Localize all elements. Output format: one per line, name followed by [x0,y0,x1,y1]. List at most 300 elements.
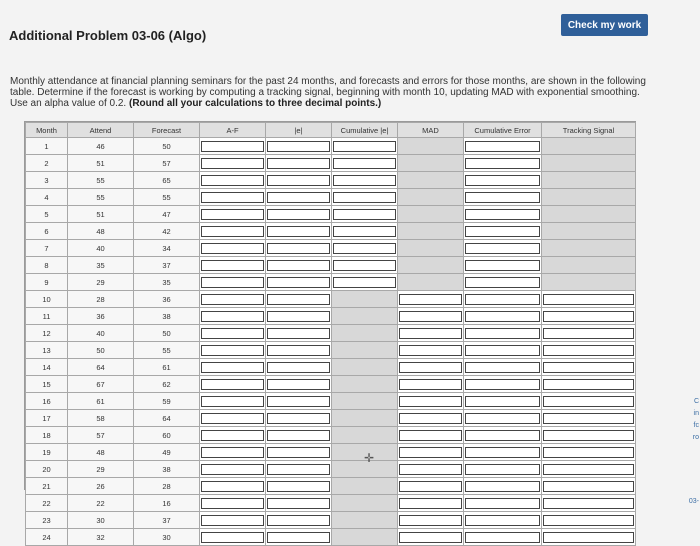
cumulative-abs-error-input[interactable] [333,175,396,186]
mad-input[interactable] [399,481,462,492]
problem-description [10,76,650,109]
plus-cursor-icon: ✛ [364,451,375,465]
cumulative-error-cell [464,495,542,512]
mad-cell [398,410,464,427]
table-cell: 10 [26,291,68,308]
cumulative-error-input[interactable] [465,464,540,475]
column-header: Attend [68,123,134,138]
abs-error-input[interactable] [267,396,330,407]
table-row [26,495,636,512]
abs-error-cell [266,393,332,410]
tracking-signal-cell [542,461,636,478]
a-minus-f-input[interactable] [201,464,264,475]
mad-input[interactable] [399,515,462,526]
abs-error-input[interactable] [267,175,330,186]
mad-input[interactable] [399,379,462,390]
table-cell: 61 [134,359,200,376]
edge-letter: 03- [688,498,699,505]
a-minus-f-input[interactable] [201,192,264,203]
mad-cell [398,461,464,478]
disabled-cell [398,223,464,240]
table-cell: 36 [134,291,200,308]
a-minus-f-cell [200,172,266,189]
mad-cell [398,291,464,308]
tracking-signal-input[interactable] [543,532,634,543]
cumulative-error-cell [464,155,542,172]
table-cell: 35 [68,257,134,274]
tracking-signal-input[interactable] [543,379,634,390]
cumulative-error-cell [464,359,542,376]
cumulative-error-cell [464,291,542,308]
table-row [26,308,636,325]
table-cell: 6 [26,223,68,240]
cumulative-error-input[interactable] [465,430,540,441]
table-row [26,155,636,172]
cumulative-error-input[interactable] [465,498,540,509]
cumulative-error-input[interactable] [465,345,540,356]
abs-error-cell [266,376,332,393]
disabled-cell [332,308,398,325]
abs-error-input[interactable] [267,192,330,203]
cumulative-error-input[interactable] [465,311,540,322]
tracking-signal-input[interactable] [543,515,634,526]
table-row [26,291,636,308]
cumulative-abs-error-input[interactable] [333,141,396,152]
table-row [26,512,636,529]
tracking-signal-cell [542,308,636,325]
a-minus-f-input[interactable] [201,328,264,339]
disabled-cell [332,495,398,512]
disabled-cell [332,291,398,308]
a-minus-f-cell [200,359,266,376]
a-minus-f-input[interactable] [201,532,264,543]
cumulative-error-cell [464,376,542,393]
table-cell: 35 [134,274,200,291]
cumulative-error-cell [464,325,542,342]
table-cell: 38 [134,461,200,478]
table-cell: 55 [68,189,134,206]
cumulative-abs-error-cell [332,274,398,291]
cumulative-error-input[interactable] [465,362,540,373]
check-my-work-button[interactable]: Check my work [561,14,648,36]
cumulative-error-input[interactable] [465,328,540,339]
table-row [26,257,636,274]
abs-error-cell [266,308,332,325]
cumulative-error-cell [464,308,542,325]
a-minus-f-input[interactable] [201,294,264,305]
table-row [26,529,636,546]
abs-error-input[interactable] [267,532,330,543]
tracking-signal-input[interactable] [543,294,634,305]
tracking-signal-cell [542,529,636,546]
table-cell: 24 [26,529,68,546]
tracking-signal-input[interactable] [543,345,634,356]
abs-error-input[interactable] [267,345,330,356]
cumulative-abs-error-cell [332,189,398,206]
tracking-signal-input[interactable] [543,447,634,458]
abs-error-input[interactable] [267,362,330,373]
abs-error-input[interactable] [267,447,330,458]
table-cell: 17 [26,410,68,427]
table-cell: 13 [26,342,68,359]
cumulative-error-input[interactable] [465,260,540,271]
mad-cell [398,376,464,393]
mad-input[interactable] [399,294,462,305]
disabled-cell [332,427,398,444]
a-minus-f-cell [200,512,266,529]
table-cell: 55 [134,342,200,359]
tracking-signal-cell [542,427,636,444]
table-row [26,172,636,189]
a-minus-f-input[interactable] [201,498,264,509]
disabled-cell [398,138,464,155]
a-minus-f-input[interactable] [201,243,264,254]
table-cell: 7 [26,240,68,257]
cumulative-error-cell [464,478,542,495]
column-header: Tracking Signal [542,123,636,138]
abs-error-input[interactable] [267,141,330,152]
mad-input[interactable] [399,396,462,407]
a-minus-f-input[interactable] [201,260,264,271]
column-header: Cumulative |e| [332,123,398,138]
a-minus-f-input[interactable] [201,379,264,390]
cumulative-error-input[interactable] [465,192,540,203]
disabled-cell [332,529,398,546]
abs-error-input[interactable] [267,379,330,390]
tracking-signal-input[interactable] [543,481,634,492]
a-minus-f-cell [200,444,266,461]
a-minus-f-input[interactable] [201,311,264,322]
cumulative-error-cell [464,206,542,223]
a-minus-f-input[interactable] [201,175,264,186]
mad-input[interactable] [399,413,462,424]
tracking-signal-cell [542,478,636,495]
table-cell: 51 [68,155,134,172]
a-minus-f-cell [200,155,266,172]
cumulative-error-cell [464,172,542,189]
cumulative-error-input[interactable] [465,396,540,407]
header-row [26,123,636,138]
table-cell: 48 [68,444,134,461]
mad-input[interactable] [399,311,462,322]
mad-cell [398,359,464,376]
table-cell: 29 [68,461,134,478]
mad-input[interactable] [399,345,462,356]
abs-error-input[interactable] [267,430,330,441]
column-header: |e| [266,123,332,138]
table-row [26,393,636,410]
a-minus-f-cell [200,461,266,478]
table-cell: 14 [26,359,68,376]
table-cell: 42 [134,223,200,240]
a-minus-f-cell [200,138,266,155]
table-cell: 1 [26,138,68,155]
tracking-signal-input[interactable] [543,396,634,407]
abs-error-cell [266,529,332,546]
abs-error-input[interactable] [267,209,330,220]
cumulative-error-input[interactable] [465,209,540,220]
cumulative-error-cell [464,529,542,546]
cumulative-abs-error-cell [332,257,398,274]
table-cell: 19 [26,444,68,461]
a-minus-f-input[interactable] [201,515,264,526]
cumulative-error-input[interactable] [465,532,540,543]
abs-error-input[interactable] [267,328,330,339]
abs-error-input[interactable] [267,413,330,424]
cumulative-error-input[interactable] [465,158,540,169]
table-cell: 3 [26,172,68,189]
abs-error-cell [266,478,332,495]
table-cell: 30 [134,529,200,546]
abs-error-cell [266,512,332,529]
abs-error-cell [266,206,332,223]
a-minus-f-input[interactable] [201,481,264,492]
a-minus-f-cell [200,478,266,495]
cumulative-error-cell [464,223,542,240]
table-cell: 50 [134,325,200,342]
tracking-signal-cell [542,359,636,376]
a-minus-f-cell [200,325,266,342]
table-cell: 23 [26,512,68,529]
disabled-cell [542,223,636,240]
table-row [26,189,636,206]
disabled-cell [398,257,464,274]
cumulative-error-input[interactable] [465,447,540,458]
cumulative-error-input[interactable] [465,413,540,424]
edge-letter: ro [692,434,699,441]
cumulative-error-input[interactable] [465,277,540,288]
cumulative-error-input[interactable] [465,141,540,152]
table-cell: 57 [134,155,200,172]
problem-text: Monthly attendance at financial planning seminars for the past 24 months, and forecasts and errors for those months, are shown in the following table. Determine if the forecast is working by computing a tracking signal, beginning with month 10, updating MAD with exponential smoothing. Use an alpha value of 0.2. [10,76,646,109]
table-cell: 48 [68,223,134,240]
cumulative-error-input[interactable] [465,379,540,390]
a-minus-f-cell [200,240,266,257]
cumulative-error-input[interactable] [465,175,540,186]
cumulative-abs-error-input[interactable] [333,277,396,288]
column-header: Month [26,123,68,138]
mad-input[interactable] [399,328,462,339]
a-minus-f-input[interactable] [201,209,264,220]
cumulative-error-cell [464,257,542,274]
a-minus-f-cell [200,308,266,325]
table-cell: 16 [26,393,68,410]
table-cell: 40 [68,240,134,257]
table-cell: 22 [26,495,68,512]
abs-error-cell [266,257,332,274]
tracking-signal-cell [542,495,636,512]
disabled-cell [542,274,636,291]
table-cell: 46 [68,138,134,155]
abs-error-cell [266,325,332,342]
cumulative-error-input[interactable] [465,243,540,254]
table-row [26,223,636,240]
cumulative-error-cell [464,444,542,461]
abs-error-input[interactable] [267,464,330,475]
a-minus-f-cell [200,376,266,393]
cumulative-abs-error-cell [332,206,398,223]
a-minus-f-cell [200,257,266,274]
disabled-cell [332,342,398,359]
table-row [26,359,636,376]
cumulative-abs-error-input[interactable] [333,226,396,237]
table-row [26,240,636,257]
a-minus-f-input[interactable] [201,447,264,458]
table-cell: 15 [26,376,68,393]
abs-error-input[interactable] [267,294,330,305]
disabled-cell [332,478,398,495]
disabled-cell [542,240,636,257]
tracking-signal-cell [542,444,636,461]
cumulative-error-input[interactable] [465,481,540,492]
a-minus-f-cell [200,274,266,291]
table-cell: 67 [68,376,134,393]
a-minus-f-input[interactable] [201,158,264,169]
table-cell: 18 [26,427,68,444]
a-minus-f-input[interactable] [201,396,264,407]
table-cell: 32 [68,529,134,546]
tracking-signal-input[interactable] [543,362,634,373]
mad-input[interactable] [399,362,462,373]
a-minus-f-input[interactable] [201,362,264,373]
mad-input[interactable] [399,430,462,441]
cumulative-error-cell [464,461,542,478]
a-minus-f-cell [200,410,266,427]
table-cell: 37 [134,512,200,529]
mad-input[interactable] [399,464,462,475]
a-minus-f-input[interactable] [201,277,264,288]
tracking-signal-input[interactable] [543,413,634,424]
abs-error-input[interactable] [267,158,330,169]
edge-letter: in [693,410,699,417]
table-cell: 51 [68,206,134,223]
disabled-cell [332,325,398,342]
disabled-cell [542,155,636,172]
abs-error-cell [266,189,332,206]
abs-error-cell [266,155,332,172]
disabled-cell [398,274,464,291]
table-cell: 12 [26,325,68,342]
tracking-signal-cell [542,342,636,359]
mad-cell [398,529,464,546]
abs-error-input[interactable] [267,515,330,526]
cumulative-abs-error-input[interactable] [333,243,396,254]
tracking-signal-input[interactable] [543,464,634,475]
abs-error-cell [266,138,332,155]
table-row [26,461,636,478]
abs-error-cell [266,342,332,359]
abs-error-input[interactable] [267,498,330,509]
a-minus-f-input[interactable] [201,141,264,152]
mad-cell [398,342,464,359]
table-cell: 4 [26,189,68,206]
table-row [26,376,636,393]
table-cell: 50 [68,342,134,359]
table-row [26,274,636,291]
mad-cell [398,478,464,495]
disabled-cell [542,206,636,223]
a-minus-f-cell [200,223,266,240]
cumulative-abs-error-input[interactable] [333,260,396,271]
abs-error-input[interactable] [267,243,330,254]
cumulative-error-cell [464,138,542,155]
tracking-signal-cell [542,393,636,410]
mad-input[interactable] [399,498,462,509]
tracking-signal-input[interactable] [543,430,634,441]
table-cell: 58 [68,410,134,427]
cumulative-abs-error-input[interactable] [333,209,396,220]
tracking-signal-input[interactable] [543,498,634,509]
table-cell: 26 [68,478,134,495]
page-title: Additional Problem 03-06 (Algo) [9,28,207,43]
table-cell: 59 [134,393,200,410]
table-row [26,342,636,359]
disabled-cell [332,376,398,393]
column-header: MAD [398,123,464,138]
disabled-cell [398,172,464,189]
a-minus-f-cell [200,495,266,512]
tracking-signal-cell [542,291,636,308]
a-minus-f-cell [200,206,266,223]
cumulative-error-input[interactable] [465,294,540,305]
disabled-cell [332,512,398,529]
a-minus-f-input[interactable] [201,226,264,237]
table-cell: 28 [68,291,134,308]
a-minus-f-input[interactable] [201,430,264,441]
column-header: Cumulative Error [464,123,542,138]
mad-cell [398,495,464,512]
abs-error-input[interactable] [267,311,330,322]
abs-error-input[interactable] [267,260,330,271]
table-cell: 29 [68,274,134,291]
cumulative-error-input[interactable] [465,515,540,526]
disabled-cell [332,393,398,410]
a-minus-f-input[interactable] [201,345,264,356]
table-cell: 55 [68,172,134,189]
disabled-cell [398,206,464,223]
table-cell: 64 [134,410,200,427]
disabled-cell [398,189,464,206]
table-cell: 2 [26,155,68,172]
table-row [26,444,636,461]
cumulative-abs-error-input[interactable] [333,192,396,203]
abs-error-input[interactable] [267,226,330,237]
mad-cell [398,308,464,325]
disabled-cell [542,189,636,206]
disabled-cell [332,410,398,427]
edge-letter: fc [693,422,699,429]
table-cell: 9 [26,274,68,291]
cumulative-error-input[interactable] [465,226,540,237]
mad-input[interactable] [399,447,462,458]
tracking-signal-input[interactable] [543,328,634,339]
table-cell: 37 [134,257,200,274]
right-edge-clip [690,390,700,513]
a-minus-f-input[interactable] [201,413,264,424]
table-cell: 38 [134,308,200,325]
tracking-signal-cell [542,512,636,529]
tracking-signal-cell [542,410,636,427]
cumulative-error-cell [464,240,542,257]
cumulative-abs-error-cell [332,240,398,257]
cumulative-abs-error-input[interactable] [333,158,396,169]
abs-error-input[interactable] [267,481,330,492]
tracking-signal-input[interactable] [543,311,634,322]
table-cell: 50 [134,138,200,155]
abs-error-cell [266,172,332,189]
mad-input[interactable] [399,532,462,543]
abs-error-input[interactable] [267,277,330,288]
